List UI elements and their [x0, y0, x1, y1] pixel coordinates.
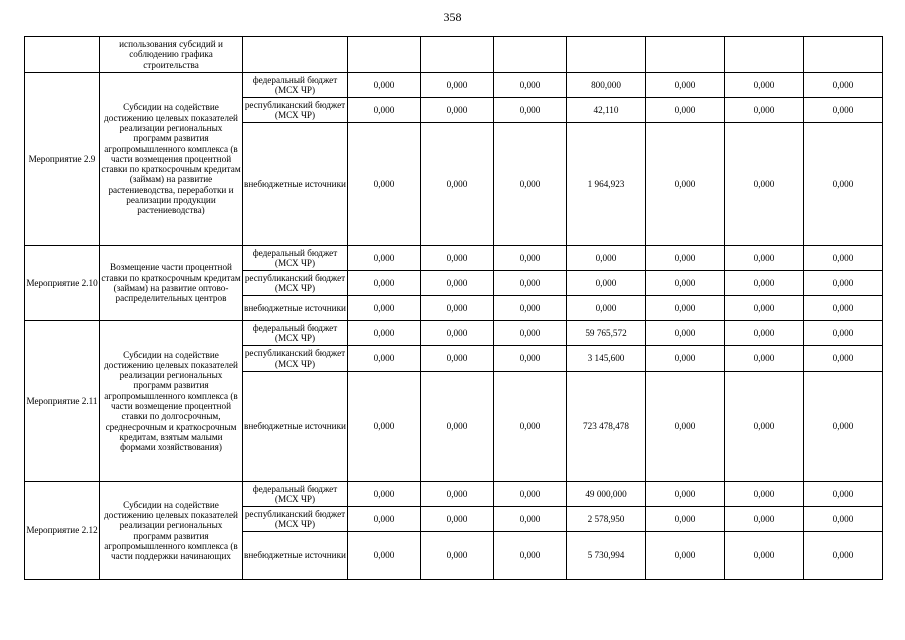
page-number: 358: [443, 10, 462, 24]
funding-source-cell: внебюджетные источники: [243, 532, 348, 580]
value-cell: 0,000: [421, 532, 494, 580]
value-cell: 0,000: [725, 246, 804, 271]
value-cell: 0,000: [494, 482, 567, 507]
value-cell: 2 578,950: [567, 507, 646, 532]
value-cell: 0,000: [725, 271, 804, 296]
value-cell: 0,000: [421, 372, 494, 482]
value-cell: 0,000: [348, 123, 421, 246]
value-cell: 0,000: [421, 123, 494, 246]
value-cell: 0,000: [348, 271, 421, 296]
value-cell: [646, 37, 725, 73]
value-cell: 0,000: [348, 246, 421, 271]
value-cell: [494, 37, 567, 73]
value-cell: 5 730,994: [567, 532, 646, 580]
value-cell: 0,000: [348, 296, 421, 321]
value-cell: 0,000: [725, 98, 804, 123]
value-cell: 0,000: [804, 482, 883, 507]
event-cell: Мероприятие 2.12: [25, 482, 100, 580]
value-cell: [567, 37, 646, 73]
measure-name-cell: Субсидии на содействие достижению целевых показателей реализации региональных программ развития агропромышленного комплекса (в части поддержки начинающих: [100, 482, 243, 580]
measure-name-cell: Субсидии на содействие достижению целевых показателей реализации региональных программ развития агропромышленного комплекса (в части возмещение процентной ставки по долгосрочным, среднесрочным и краткосрочным кредитам, взятым малыми формами хозяйствования): [100, 321, 243, 482]
value-cell: 0,000: [494, 73, 567, 98]
funding-source-cell: федеральный бюджет (МСХ ЧР): [243, 482, 348, 507]
budget-table: [24, 36, 883, 580]
value-cell: [348, 37, 421, 73]
value-cell: 0,000: [494, 507, 567, 532]
value-cell: 0,000: [804, 296, 883, 321]
value-cell: 0,000: [646, 98, 725, 123]
value-cell: 0,000: [804, 98, 883, 123]
value-cell: [421, 37, 494, 73]
event-cell: Мероприятие 2.11: [25, 321, 100, 482]
value-cell: 0,000: [646, 73, 725, 98]
value-cell: 0,000: [725, 482, 804, 507]
table-row: [25, 321, 883, 346]
value-cell: 3 145,600: [567, 346, 646, 372]
table-row: [25, 73, 883, 98]
value-cell: 0,000: [804, 532, 883, 580]
value-cell: 0,000: [494, 246, 567, 271]
funding-source-cell: республиканский бюджет (МСХ ЧР): [243, 507, 348, 532]
value-cell: 0,000: [494, 271, 567, 296]
value-cell: 0,000: [348, 532, 421, 580]
value-cell: 0,000: [421, 296, 494, 321]
value-cell: 0,000: [494, 532, 567, 580]
value-cell: 0,000: [421, 98, 494, 123]
value-cell: 0,000: [421, 346, 494, 372]
value-cell: 723 478,478: [567, 372, 646, 482]
value-cell: 0,000: [348, 372, 421, 482]
measure-name-cell: Возмещение части процентной ставки по краткосрочным кредитам (займам) на развитие оптово- распределительных центров: [100, 246, 243, 321]
value-cell: 0,000: [646, 532, 725, 580]
value-cell: 0,000: [494, 123, 567, 246]
value-cell: 0,000: [421, 246, 494, 271]
value-cell: 0,000: [804, 246, 883, 271]
funding-source-cell: республиканский бюджет (МСХ ЧР): [243, 98, 348, 123]
value-cell: 0,000: [421, 73, 494, 98]
table-row: [25, 37, 883, 73]
value-cell: 0,000: [725, 346, 804, 372]
value-cell: 0,000: [646, 296, 725, 321]
value-cell: 0,000: [348, 482, 421, 507]
funding-source-cell: республиканский бюджет (МСХ ЧР): [243, 346, 348, 372]
value-cell: 0,000: [725, 123, 804, 246]
value-cell: 0,000: [725, 296, 804, 321]
value-cell: 0,000: [494, 372, 567, 482]
value-cell: 0,000: [348, 346, 421, 372]
value-cell: 0,000: [804, 271, 883, 296]
value-cell: 0,000: [494, 346, 567, 372]
value-cell: 0,000: [421, 271, 494, 296]
event-cell: [25, 37, 100, 73]
value-cell: 0,000: [646, 482, 725, 507]
funding-source-cell: внебюджетные источники: [243, 296, 348, 321]
value-cell: 0,000: [725, 532, 804, 580]
value-cell: 0,000: [646, 271, 725, 296]
value-cell: 0,000: [421, 321, 494, 346]
value-cell: 0,000: [348, 73, 421, 98]
event-cell: Мероприятие 2.10: [25, 246, 100, 321]
table-row: [25, 482, 883, 507]
value-cell: 0,000: [804, 123, 883, 246]
value-cell: 0,000: [725, 507, 804, 532]
value-cell: 0,000: [421, 507, 494, 532]
value-cell: 0,000: [494, 296, 567, 321]
value-cell: 800,000: [567, 73, 646, 98]
value-cell: 0,000: [348, 98, 421, 123]
value-cell: 0,000: [646, 372, 725, 482]
value-cell: 0,000: [646, 246, 725, 271]
measure-name-cell: использования субсидий и соблюдению графика строительства: [100, 37, 243, 73]
value-cell: 0,000: [725, 321, 804, 346]
value-cell: 42,110: [567, 98, 646, 123]
funding-source-cell: внебюджетные источники: [243, 372, 348, 482]
value-cell: 0,000: [804, 321, 883, 346]
funding-source-cell: федеральный бюджет (МСХ ЧР): [243, 73, 348, 98]
table-row: [25, 246, 883, 271]
value-cell: 1 964,923: [567, 123, 646, 246]
value-cell: 0,000: [567, 296, 646, 321]
value-cell: 0,000: [567, 271, 646, 296]
value-cell: 0,000: [646, 123, 725, 246]
value-cell: 0,000: [646, 507, 725, 532]
value-cell: 0,000: [348, 507, 421, 532]
value-cell: 0,000: [804, 73, 883, 98]
measure-name-cell: Субсидии на содействие достижению целевых показателей реализации региональных программ развития агропромышленного комплекса (в части возмещения процентной ставки по краткосрочным кредитам (займам) на развитие растениеводства, переработки и реализации продукции растениеводства): [100, 73, 243, 246]
value-cell: 0,000: [725, 372, 804, 482]
value-cell: 0,000: [348, 321, 421, 346]
value-cell: 59 765,572: [567, 321, 646, 346]
value-cell: [725, 37, 804, 73]
value-cell: 0,000: [494, 98, 567, 123]
value-cell: 49 000,000: [567, 482, 646, 507]
event-cell: Мероприятие 2.9: [25, 73, 100, 246]
value-cell: 0,000: [494, 321, 567, 346]
funding-source-cell: федеральный бюджет (МСХ ЧР): [243, 321, 348, 346]
funding-source-cell: республиканский бюджет (МСХ ЧР): [243, 271, 348, 296]
funding-source-cell: внебюджетные источники: [243, 123, 348, 246]
value-cell: 0,000: [804, 372, 883, 482]
value-cell: 0,000: [567, 246, 646, 271]
value-cell: 0,000: [421, 482, 494, 507]
value-cell: 0,000: [646, 321, 725, 346]
funding-source-cell: [243, 37, 348, 73]
value-cell: 0,000: [804, 507, 883, 532]
value-cell: 0,000: [725, 73, 804, 98]
table-body: [25, 37, 883, 580]
value-cell: 0,000: [646, 346, 725, 372]
value-cell: [804, 37, 883, 73]
funding-source-cell: федеральный бюджет (МСХ ЧР): [243, 246, 348, 271]
value-cell: 0,000: [804, 346, 883, 372]
